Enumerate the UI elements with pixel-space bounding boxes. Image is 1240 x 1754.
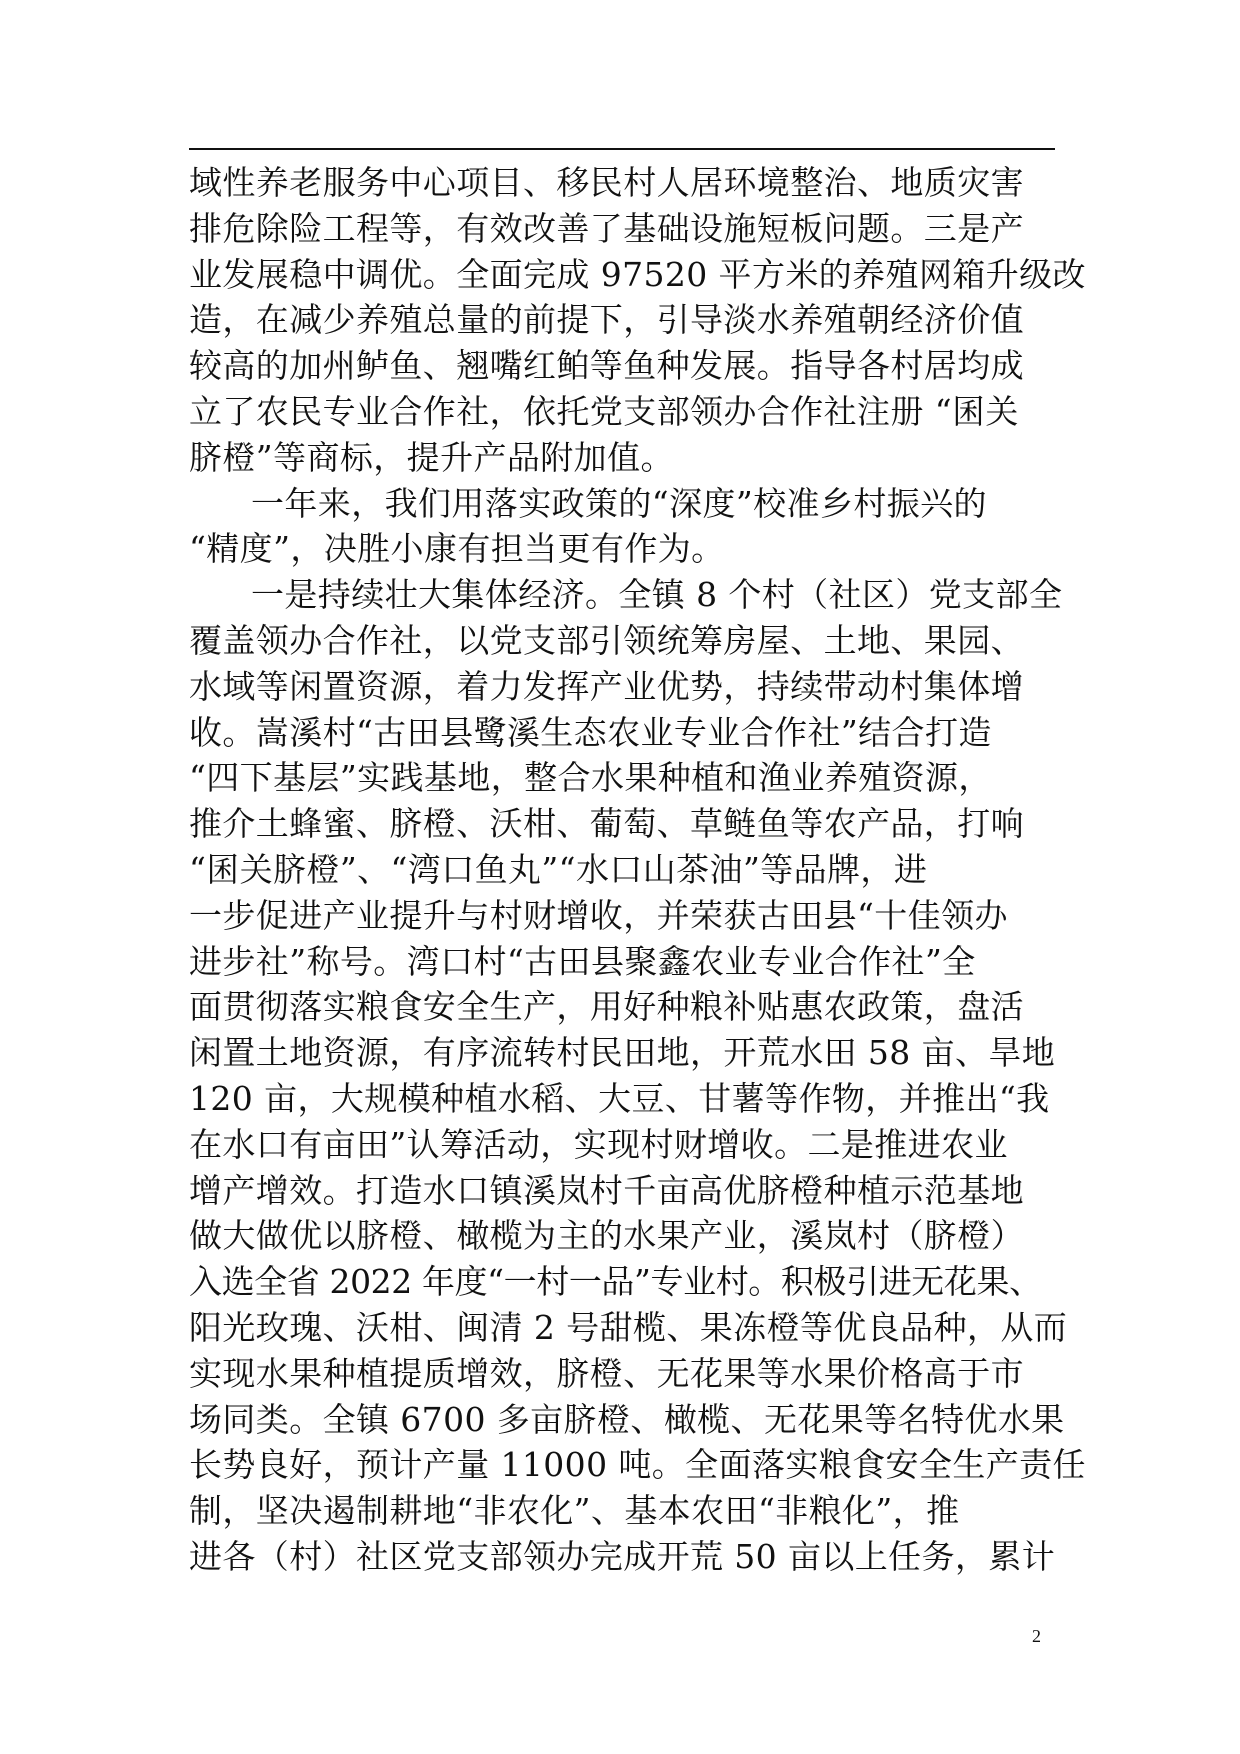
text-line: 业发展稳中调优。全面完成 97520 平方米的养殖网箱升级改 [189,254,1086,294]
text-line: 覆盖领办合作社，以党支部引领统筹房屋、土地、果园、 [189,620,1024,660]
text-line: 实现水果种植提质增效，脐橙、无花果等水果价格高于市 [189,1353,1024,1393]
text-line: 在水口有亩田”认筹活动，实现村财增收。二是推进农业 [189,1124,1008,1164]
text-line: 收。嵩溪村“古田县鹭溪生态农业专业合作社”结合打造 [189,712,992,752]
text-line: 制，坚决遏制耕地“非农化”、基本农田“非粮化”，推 [189,1491,960,1531]
text-line: 造，在减少养殖总量的前提下，引导淡水养殖朝经济价值 [189,300,1024,340]
paragraph-start-line: 一年来，我们用落实政策的“深度”校准乡村振兴的 [251,483,987,523]
text-line: 增产增效。打造水口镇溪岚村千亩高优脐橙种植示范基地 [189,1170,1024,1210]
text-line: 入选全省 2022 年度“一村一品”专业村。积极引进无花果、 [189,1262,1042,1302]
text-line: 场同类。全镇 6700 多亩脐橙、橄榄、无花果等名特优水果 [189,1399,1065,1439]
text-line: 推介土蜂蜜、脐橙、沃柑、葡萄、草鲢鱼等农产品，打响 [189,804,1024,844]
header-rule [189,148,1055,150]
text-line: 进各（村）社区党支部领办完成开荒 50 亩以上任务，累计 [189,1536,1056,1576]
text-line: 水域等闲置资源，着力发挥产业优势，持续带动村集体增 [189,666,1024,706]
text-line: 闲置土地资源，有序流转村民田地，开荒水田 58 亩、旱地 [189,1033,1056,1073]
text-line: 域性养老服务中心项目、移民村人居环境整治、地质灾害 [189,163,1024,202]
page-number: 2 [1032,1626,1041,1646]
text-line: 面贯彻落实粮食安全生产，用好种粮补贴惠农政策，盘活 [189,987,1024,1027]
text-line: 进步社”称号。湾口村“古田县聚鑫农业专业合作社”全 [189,941,976,981]
text-line: 阳光玫瑰、沃柑、闽清 2 号甜榄、果冻橙等优良品种，从而 [189,1307,1068,1347]
text-line: 长势良好，预计产量 11000 吨。全面落实粮食安全生产责任 [189,1445,1086,1485]
text-line: 做大做优以脐橙、橄榄为主的水果产业，溪岚村（脐橙） [189,1216,1024,1256]
text-line: 脐橙”等商标，提升产品附加值。 [189,437,674,477]
text-line: “四下基层”实践基地，整合水果种植和渔业养殖资源， [189,758,992,798]
text-line: 120 亩，大规模种植水稻、大豆、甘薯等作物，并推出“我 [189,1078,1050,1118]
body-text [189,160,1086,1580]
text-line: 较高的加州鲈鱼、翘嘴红鲌等鱼种发展。指导各村居均成 [189,346,1024,386]
paragraph-start-line: 一是持续壮大集体经济。全镇 8 个村（社区）党支部全 [251,575,1063,615]
text-line: 排危除险工程等，有效改善了基础设施短板问题。三是产 [189,208,1024,248]
text-line: 立了农民专业合作社，依托党支部领办合作社注册 “囷关 [189,391,1019,431]
text-line: “囷关脐橙”、“湾口鱼丸”“水口山茶油”等品牌，进 [189,849,928,889]
text-line: “精度”，决胜小康有担当更有作为。 [189,529,725,569]
text-line: 一步促进产业提升与村财增收，并荣获古田县“十佳领办 [189,895,1008,935]
